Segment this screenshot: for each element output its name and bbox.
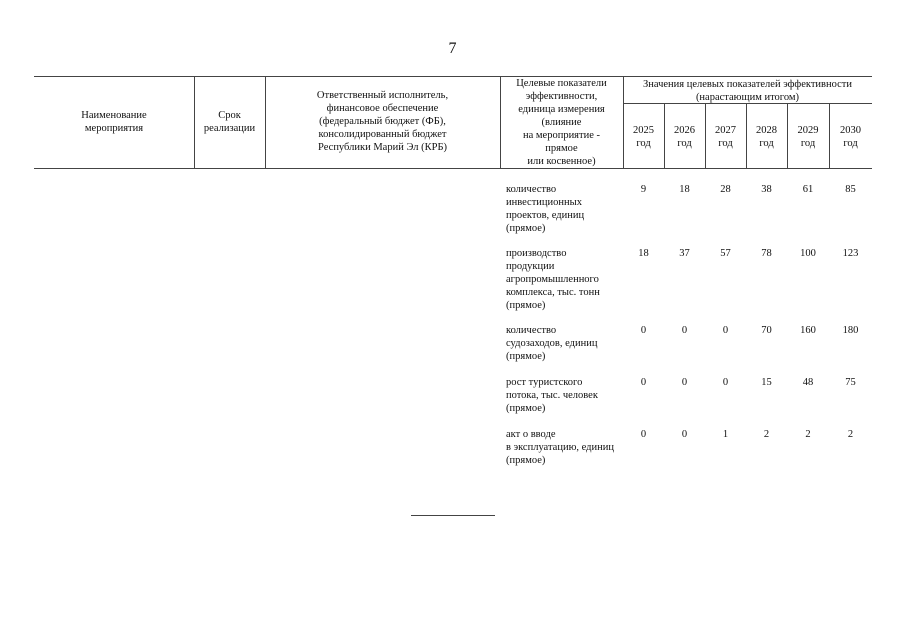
value-cell: 2 — [847, 429, 854, 440]
value-cell: 0 — [640, 377, 647, 388]
value-cell: 2 — [805, 429, 811, 440]
header-year: 2025 год — [633, 125, 654, 149]
page-number: 7 — [448, 40, 457, 57]
header-indicators: Целевые показатели эффективности, единица измерения (влияние на мероприятие - прямое или косвенное) — [516, 78, 607, 167]
indicator-cell: количество инвестиционных проектов, единиц (прямое) — [506, 184, 585, 234]
indicator-cell: количество судозаходов, единиц (прямое) — [506, 325, 598, 362]
value-cell: 37 — [679, 248, 690, 259]
value-cell: 1 — [722, 429, 729, 440]
header-year: 2028 год — [756, 125, 777, 149]
value-cell: 0 — [722, 377, 729, 388]
value-cell: 100 — [800, 248, 816, 259]
table-top-border — [34, 76, 872, 77]
value-cell: 18 — [679, 184, 690, 195]
value-cell: 0 — [722, 325, 729, 336]
value-cell: 160 — [800, 325, 816, 336]
value-cell: 38 — [761, 184, 772, 195]
footer-separator-line — [411, 515, 495, 516]
value-cell: 123 — [842, 248, 859, 259]
value-cell: 28 — [720, 184, 731, 195]
value-cell: 0 — [681, 325, 688, 336]
value-cell: 18 — [638, 248, 649, 259]
value-cell: 15 — [761, 377, 772, 388]
value-cell: 0 — [681, 429, 688, 440]
header-year: 2027 год — [715, 125, 736, 149]
header-values-title: Значения целевых показателей эффективности (нарастающим итогом) — [642, 79, 852, 103]
indicator-cell: производство продукции агропромышленного комплекса, тыс. тонн (прямое) — [506, 248, 600, 311]
value-cell: 61 — [802, 184, 814, 195]
value-cell: 0 — [640, 325, 647, 336]
value-cell: 70 — [761, 325, 772, 336]
header-executor: Ответственный исполнитель, финансовое обеспечение (федеральный бюджет (ФБ), консолидированный бюджет Республики Марий Эл (КРБ) — [316, 90, 449, 153]
indicator-cell: акт о вводе в эксплуатацию, единиц (прямое) — [506, 429, 614, 466]
value-cell: 180 — [842, 325, 859, 336]
header-bottom-border — [34, 168, 872, 169]
header-name: Наименование мероприятия — [81, 110, 147, 134]
header-term: Срок реализации — [203, 110, 256, 134]
indicator-cell: рост туристского потока, тыс. человек (прямое) — [506, 377, 598, 414]
header-year: 2029 год — [797, 125, 819, 149]
header-year: 2030 год — [840, 125, 861, 149]
value-cell: 48 — [802, 377, 814, 388]
value-cell: 85 — [845, 184, 856, 195]
value-cell: 0 — [640, 429, 647, 440]
value-cell: 78 — [761, 248, 772, 259]
header-year: 2026 год — [674, 125, 695, 149]
value-cell: 57 — [720, 248, 731, 259]
value-cell: 75 — [845, 377, 856, 388]
value-cell: 2 — [763, 429, 770, 440]
value-cell: 0 — [681, 377, 688, 388]
value-cell: 9 — [640, 184, 647, 195]
